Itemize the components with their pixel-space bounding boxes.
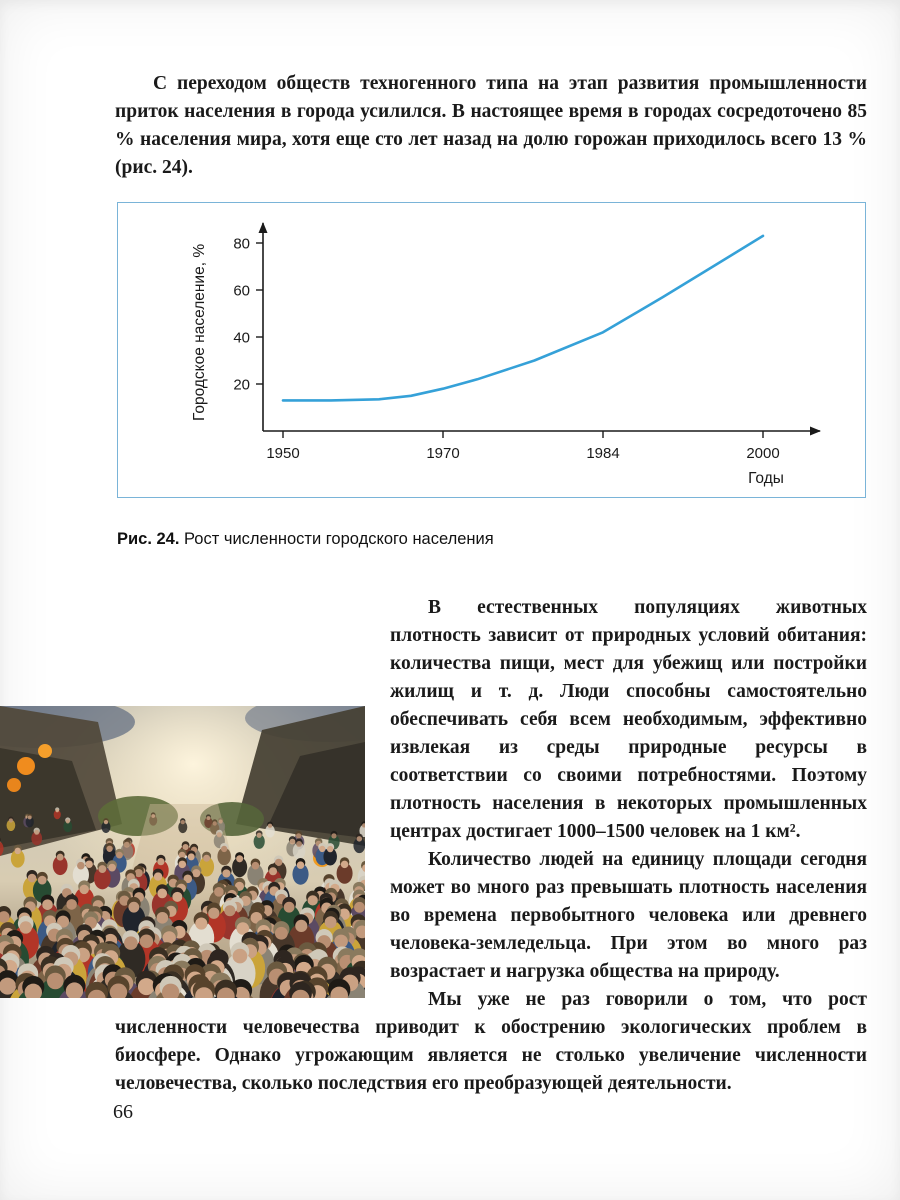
svg-text:Городское население, %: Городское население, % bbox=[191, 243, 208, 421]
svg-text:20: 20 bbox=[233, 376, 250, 394]
svg-text:40: 40 bbox=[233, 329, 250, 347]
svg-text:80: 80 bbox=[233, 235, 250, 253]
svg-text:2000: 2000 bbox=[746, 445, 780, 462]
svg-text:1970: 1970 bbox=[426, 445, 460, 462]
svg-text:1950: 1950 bbox=[266, 445, 300, 462]
figure-caption bbox=[117, 528, 867, 550]
paragraph-consequences: Мы уже не раз говорили о том, что рост численности человечества приводит к обострению экологических проблем в биосфере. Однако угрожающим является не столько увеличение численности человечества, сколько последствия его преобразующей деятельности. bbox=[115, 989, 867, 1094]
figure-caption-label: Рис. 24. bbox=[117, 530, 180, 548]
paragraph-urbanization: С переходом обществ техногенного типа на этап развития промышленности приток населения в города усилился. В настоящее время в городах сосредоточено 85 % населения мира, хотя еще сто лет назад на долю горожан приходилось всего 13 % (рис. 24). bbox=[115, 73, 867, 178]
paragraph-density: В естественных популяциях животных плотность зависит от природных условий обитания: количества пищи, мест для убежищ или постройки жилищ и т. д. Люди способны самостоятельно обеспечивать себя всем необходимым, эффективно извлекая из среды природные ресурсы в соответствии со своими потребностями. Поэтому плотность населения в некоторых промышленных центрах достигает 1000–1500 человек на 1 км². bbox=[390, 597, 867, 842]
urban-population-chart bbox=[118, 203, 864, 496]
page-number: 66 bbox=[113, 1101, 133, 1123]
figure-caption-text: Рост численности городского населения bbox=[179, 530, 494, 548]
figure-box bbox=[117, 202, 866, 498]
svg-text:1984: 1984 bbox=[586, 445, 620, 462]
photo-section bbox=[115, 594, 867, 1098]
crowd-photo bbox=[0, 706, 365, 998]
svg-text:Годы: Годы bbox=[748, 470, 784, 487]
paragraph-comparison: Количество людей на единицу площади сегодня может во много раз превышать плотность населения во времена первобытного человека или древнего человека-земледельца. При этом во много раз возрастает и нагрузка общества на природу. bbox=[390, 849, 867, 982]
svg-text:60: 60 bbox=[233, 282, 250, 300]
crowd-photo-image bbox=[0, 706, 365, 998]
